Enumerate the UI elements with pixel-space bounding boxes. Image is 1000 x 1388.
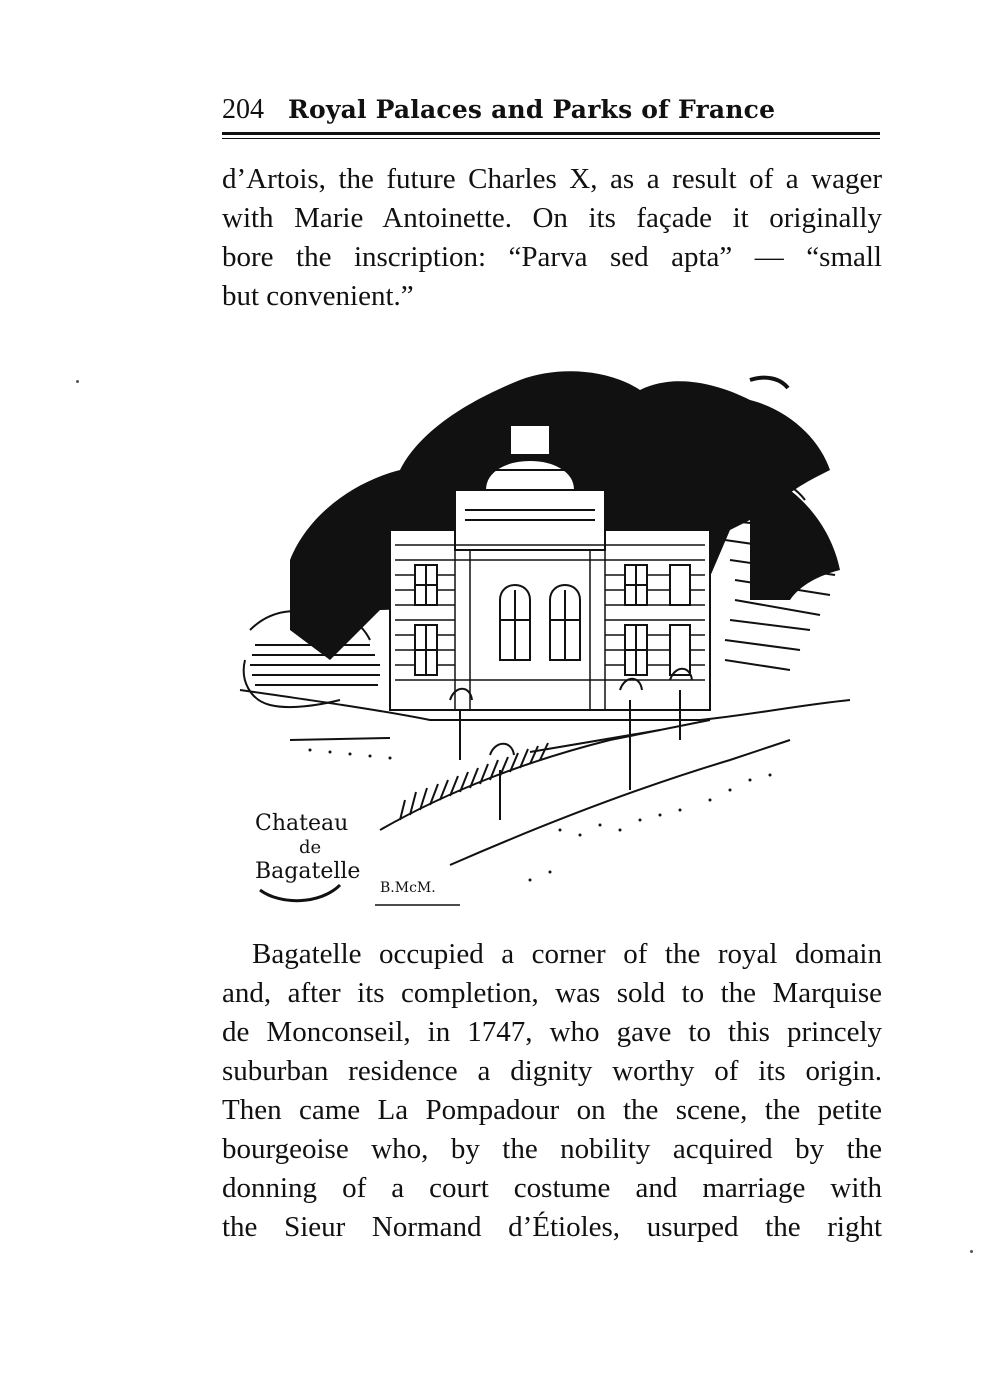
header-rule-thick bbox=[222, 132, 880, 135]
running-head bbox=[222, 92, 880, 130]
text-line: and, after its completion, was sold to the Marquise bbox=[222, 977, 882, 1009]
caption-flourish bbox=[260, 885, 340, 901]
paragraph-1 bbox=[222, 160, 882, 316]
text-line: the Sieur Normand d’Étioles, usurped the right bbox=[222, 1211, 882, 1243]
running-title: Royal Palaces and Parks of France bbox=[288, 95, 776, 124]
header-rule-thin bbox=[222, 138, 880, 139]
text-line: de Monconseil, in 1747, who gave to this princely bbox=[222, 1016, 882, 1048]
text-line: Then came La Pompadour on the scene, the petite bbox=[222, 1094, 882, 1126]
text-line: suburban residence a dignity worthy of its origin. bbox=[222, 1055, 882, 1087]
caption-line-1: Chateau bbox=[255, 811, 349, 836]
caption-line-3: Bagatelle bbox=[255, 859, 361, 884]
paragraph-2 bbox=[222, 935, 882, 1247]
text-line: d’Artois, the future Charles X, as a result of a wager bbox=[222, 163, 882, 195]
caption-line-2: de bbox=[299, 837, 322, 858]
artist-signature: B.McM. bbox=[380, 880, 436, 896]
text-line: donning of a court costume and marriage with bbox=[222, 1172, 882, 1204]
page-number: 204 bbox=[222, 94, 264, 125]
scan-speck bbox=[76, 380, 79, 383]
text-line: bourgeoise who, by the nobility acquired by the bbox=[222, 1133, 882, 1165]
text-line: but convenient.” bbox=[222, 280, 414, 312]
scan-speck bbox=[970, 1250, 973, 1253]
figure-caption bbox=[255, 812, 360, 884]
text-line: with Marie Antoinette. On its façade it originally bbox=[222, 202, 882, 234]
text-line: bore the inscription: “Parva sed apta” — “small bbox=[222, 241, 882, 273]
text-line: Bagatelle occupied a corner of the royal domain bbox=[252, 938, 882, 970]
